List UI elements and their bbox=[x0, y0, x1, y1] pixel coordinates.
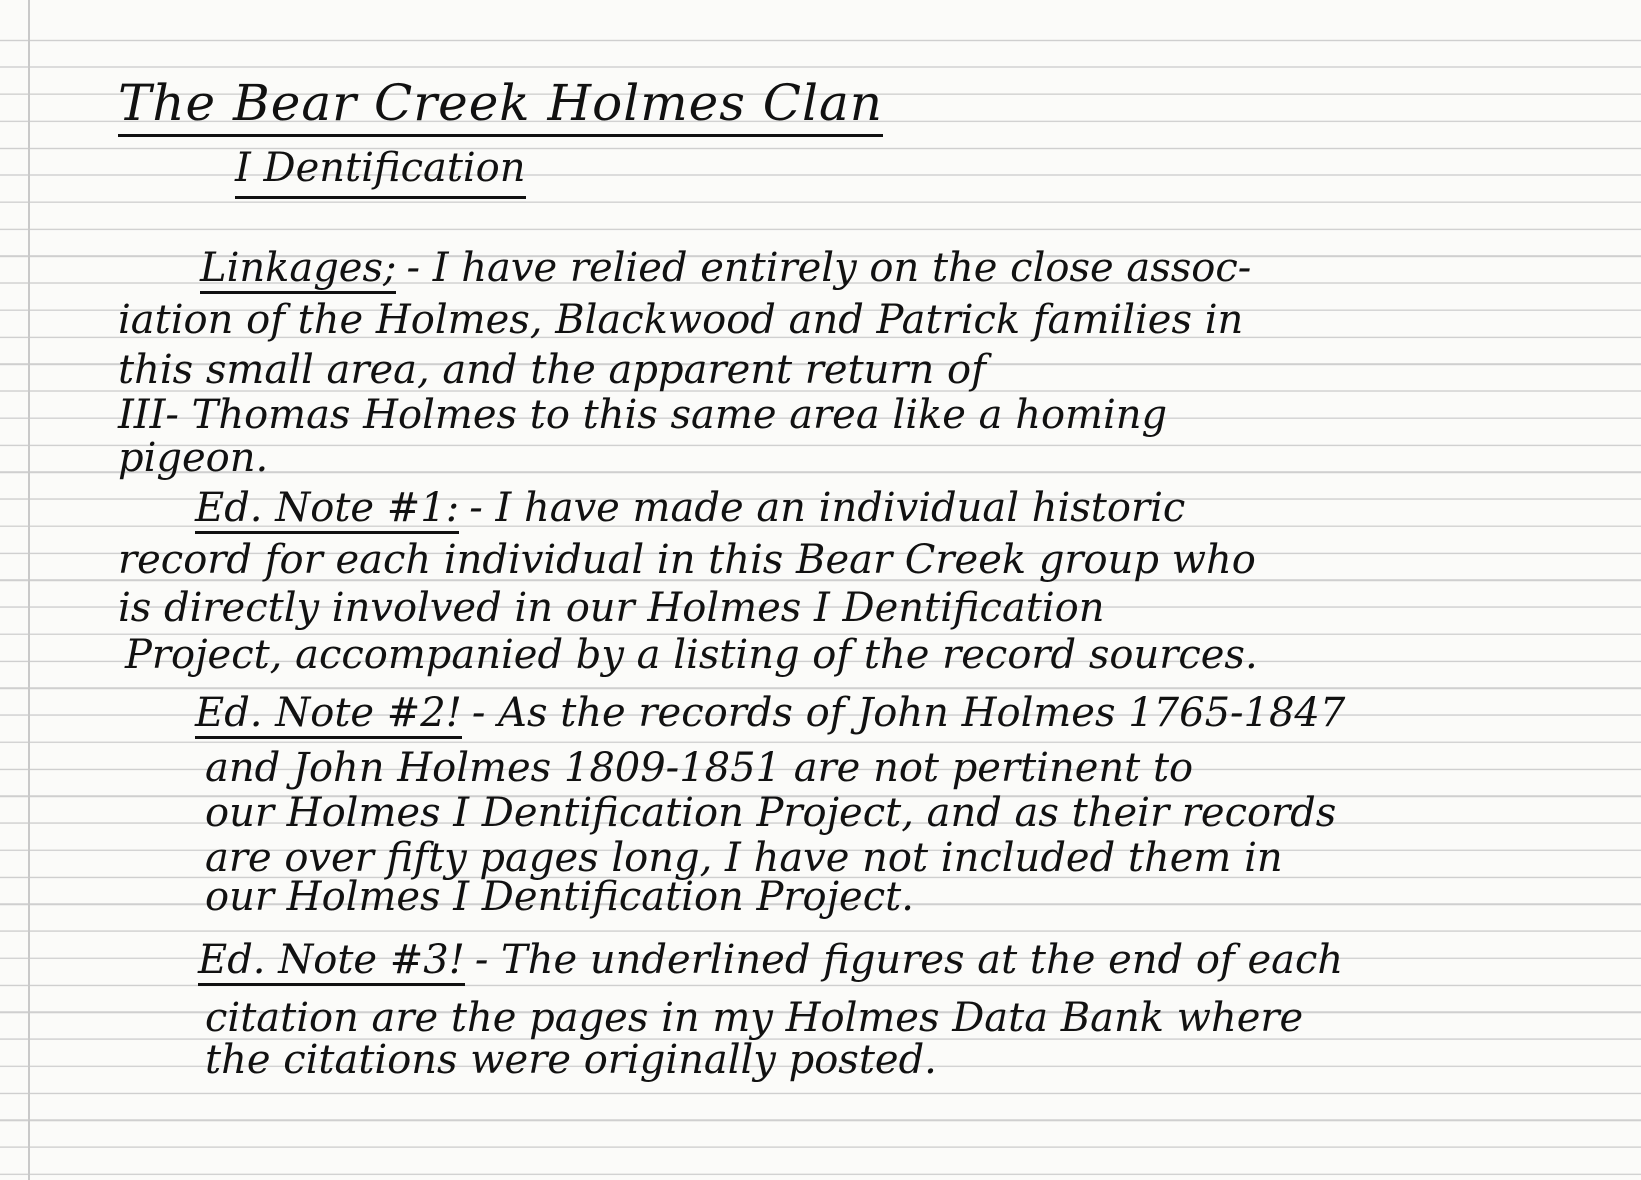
note2-line-2: and John Holmes 1809-1851 are not pertinent to bbox=[205, 745, 1194, 791]
note3-label: Ed. Note #3! bbox=[198, 940, 465, 986]
note1-line-3: is directly involved in our Holmes I Dentification bbox=[118, 585, 1105, 631]
note1-line-4: Project, accompanied by a listing of the record sources. bbox=[125, 632, 1258, 678]
note2-label: Ed. Note #2! bbox=[195, 693, 462, 739]
note1-line-1 bbox=[195, 485, 1186, 534]
page-title: The Bear Creek Holmes Clan bbox=[118, 78, 883, 137]
section-subtitle: I Dentification bbox=[235, 148, 526, 199]
note2-text: - As the records of John Holmes 1765-1847 bbox=[471, 690, 1346, 736]
note3-line-3: the citations were originally posted. bbox=[205, 1037, 937, 1083]
linkages-label: Linkages; bbox=[200, 248, 396, 294]
margin-line bbox=[28, 0, 30, 1180]
note2-line-1 bbox=[195, 690, 1346, 739]
linkages-line-5: pigeon. bbox=[118, 435, 269, 481]
note3-text: - The underlined figures at the end of each bbox=[474, 937, 1344, 983]
note2-line-5: our Holmes I Dentification Project. bbox=[205, 874, 914, 920]
note2-line-3: our Holmes I Dentification Project, and as their records bbox=[205, 790, 1337, 836]
note2-line-4: are over fifty pages long, I have not included them in bbox=[205, 835, 1283, 881]
linkages-line-4: III- Thomas Holmes to this same area like a homing bbox=[118, 392, 1168, 438]
note1-line-2: record for each individual in this Bear Creek group who bbox=[118, 537, 1256, 583]
linkages-line-2: iation of the Holmes, Blackwood and Patrick families in bbox=[118, 297, 1244, 343]
linkages-text: - I have relied entirely on the close assoc- bbox=[406, 245, 1252, 291]
note1-label: Ed. Note #1: bbox=[195, 488, 459, 534]
note3-line-1 bbox=[198, 937, 1344, 986]
linkages-line-1 bbox=[200, 245, 1252, 294]
note3-line-2: citation are the pages in my Holmes Data Bank where bbox=[205, 995, 1304, 1041]
linkages-line-3: this small area, and the apparent return of bbox=[118, 347, 986, 393]
note1-text: - I have made an individual historic bbox=[469, 485, 1186, 531]
